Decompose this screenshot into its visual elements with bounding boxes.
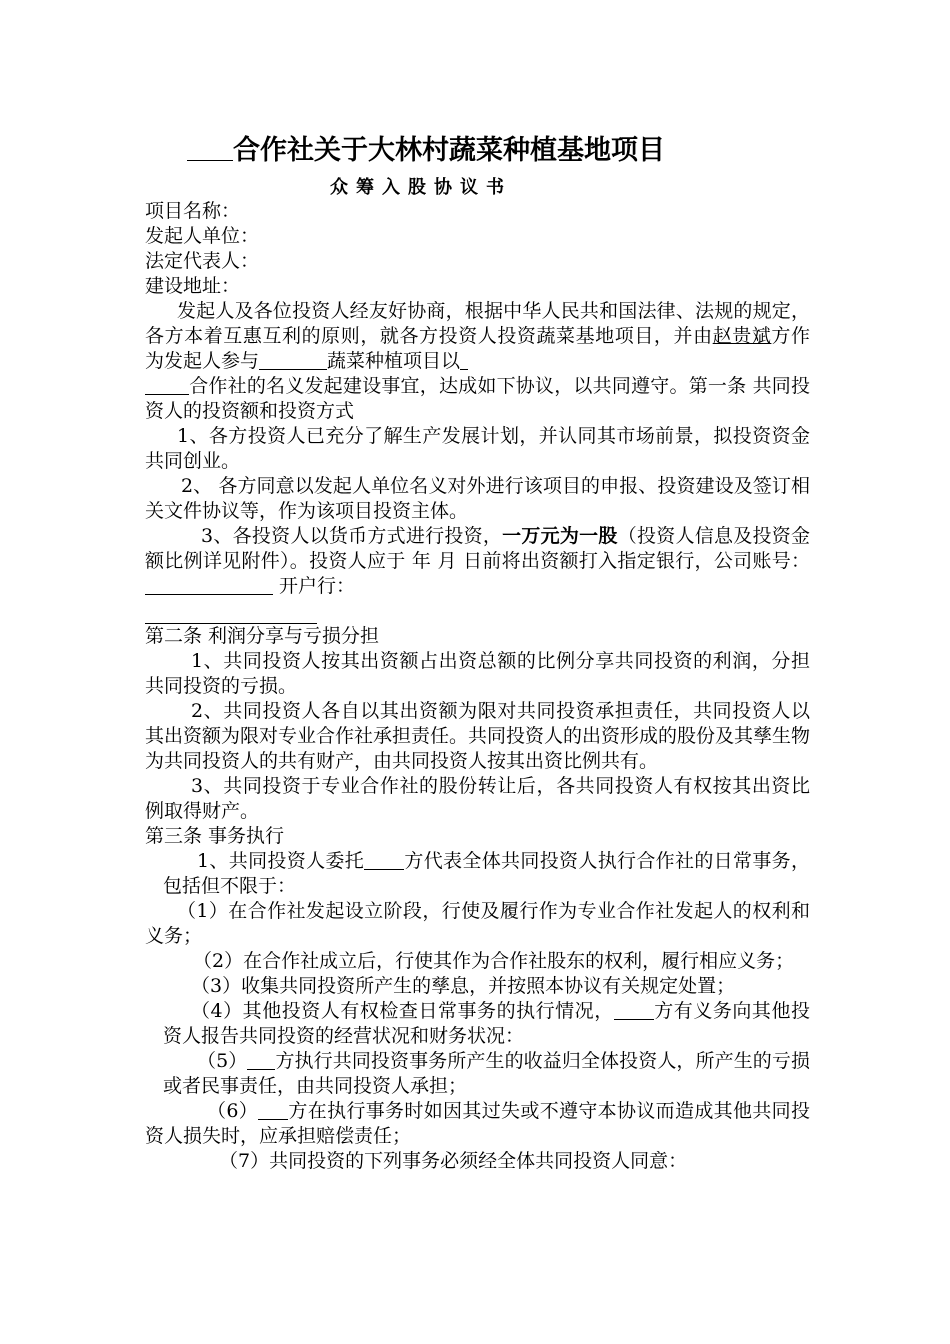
article2-item2: 2、共同投资人各自以其出资额为限对共同投资承担责任，共同投资人以其出资额为限对专业合作社承担责任。共同投资人的出资形成的股份及其孳生物为共同投资人的共有财产，由共同投资人按其出资比例共有。 [145,700,811,772]
field-legal-rep: 法定代表人： [145,250,260,272]
blank-s5 [247,1050,275,1070]
blank-delegate [364,850,404,870]
article3-s3: （3）收集共同投资所产生的孳息，并按照本协议有关规定处置； [191,975,736,997]
article1-item3: 3、各投资人以货币方式进行投资，一万元为一股（投资人信息及投资金额比例详见附件）。投资人应于 年 月 日前将出资额打入指定银行，公司账号： 开户行： [145,525,810,597]
article3-item1: 1、共同投资人委托 方代表全体共同投资人执行合作社的日常事务，包括但不限于： [163,850,810,897]
blank-account [145,575,273,595]
article2-item1: 1、共同投资人按其出资额占出资总额的比例分享共同投资的利润，分担共同投资的亏损。 [145,650,810,697]
document-subtitle: 众筹入股协议书 [330,177,512,198]
blank-coop-b [145,375,189,395]
blank-s4 [614,1000,654,1020]
blank-coop-a [460,350,468,370]
blank-s6 [258,1100,288,1120]
article1-item1: 1、各方投资人已充分了解生产发展计划，并认同其市场前景，拟投资资金共同创业。 [145,425,810,472]
article3-s1: （1）在合作社发起设立阶段，行使及履行作为专业合作社发起人的权利和义务； [145,900,810,947]
article3-s5: （5） 方执行共同投资事务所产生的收益归全体投资人，所产生的亏损或者民事责任，由共同投资人承担； [163,1050,810,1097]
article2-heading: 第二条 利润分享与亏损分担 [145,625,380,647]
article3-s2: （2）在合作社成立后，行使其作为合作社股东的权利，履行相应义务； [193,950,795,972]
field-project-name: 项目名称： [145,200,241,222]
article1-item2: 2、 各方同意以发起人单位名义对外进行该项目的申报、投资建设及签订相关文件协议等，作为该项目投资主体。 [145,475,810,522]
blank-project [259,350,327,370]
title-blank-line [187,130,233,161]
document-body [145,199,810,1174]
intro-paragraph: 发起人及各位投资人经友好协商，根据中华人民共和国法律、法规的规定，各方本着互惠互利的原则，就各方投资人投资蔬菜基地项目，并由赵贵斌方作为发起人参与 蔬菜种植项目以 合作社的名义发起建设事宜，达成如下协议，以共同遵守。第一条 共同投资人的投资额和投资方式 [145,300,810,422]
article3-s4: （4）其他投资人有权检查日常事务的执行情况， 方有义务向其他投资人报告共同投资的经营状况和财务状况： [163,1000,810,1047]
document-title: 合作社关于大林村蔬菜种植基地项目 [187,130,665,171]
sponsor-name: 赵贵斌 [712,325,772,347]
blank-bank [145,599,317,624]
field-sponsor-unit: 发起人单位： [145,225,260,247]
field-build-address: 建设地址： [145,275,241,297]
article3-s6: （6） 方在执行事务时如因其过失或不遵守本协议而造成其他共同投资人损失时，应承担赔偿责任； [145,1100,810,1147]
article2-item3: 3、共同投资于专业合作社的股份转让后，各共同投资人有权按其出资比例取得财产。 [145,775,810,822]
article3-s7: （7）共同投资的下列事务必须经全体共同投资人同意： [219,1150,688,1172]
article3-heading: 第三条 事务执行 [145,825,285,847]
